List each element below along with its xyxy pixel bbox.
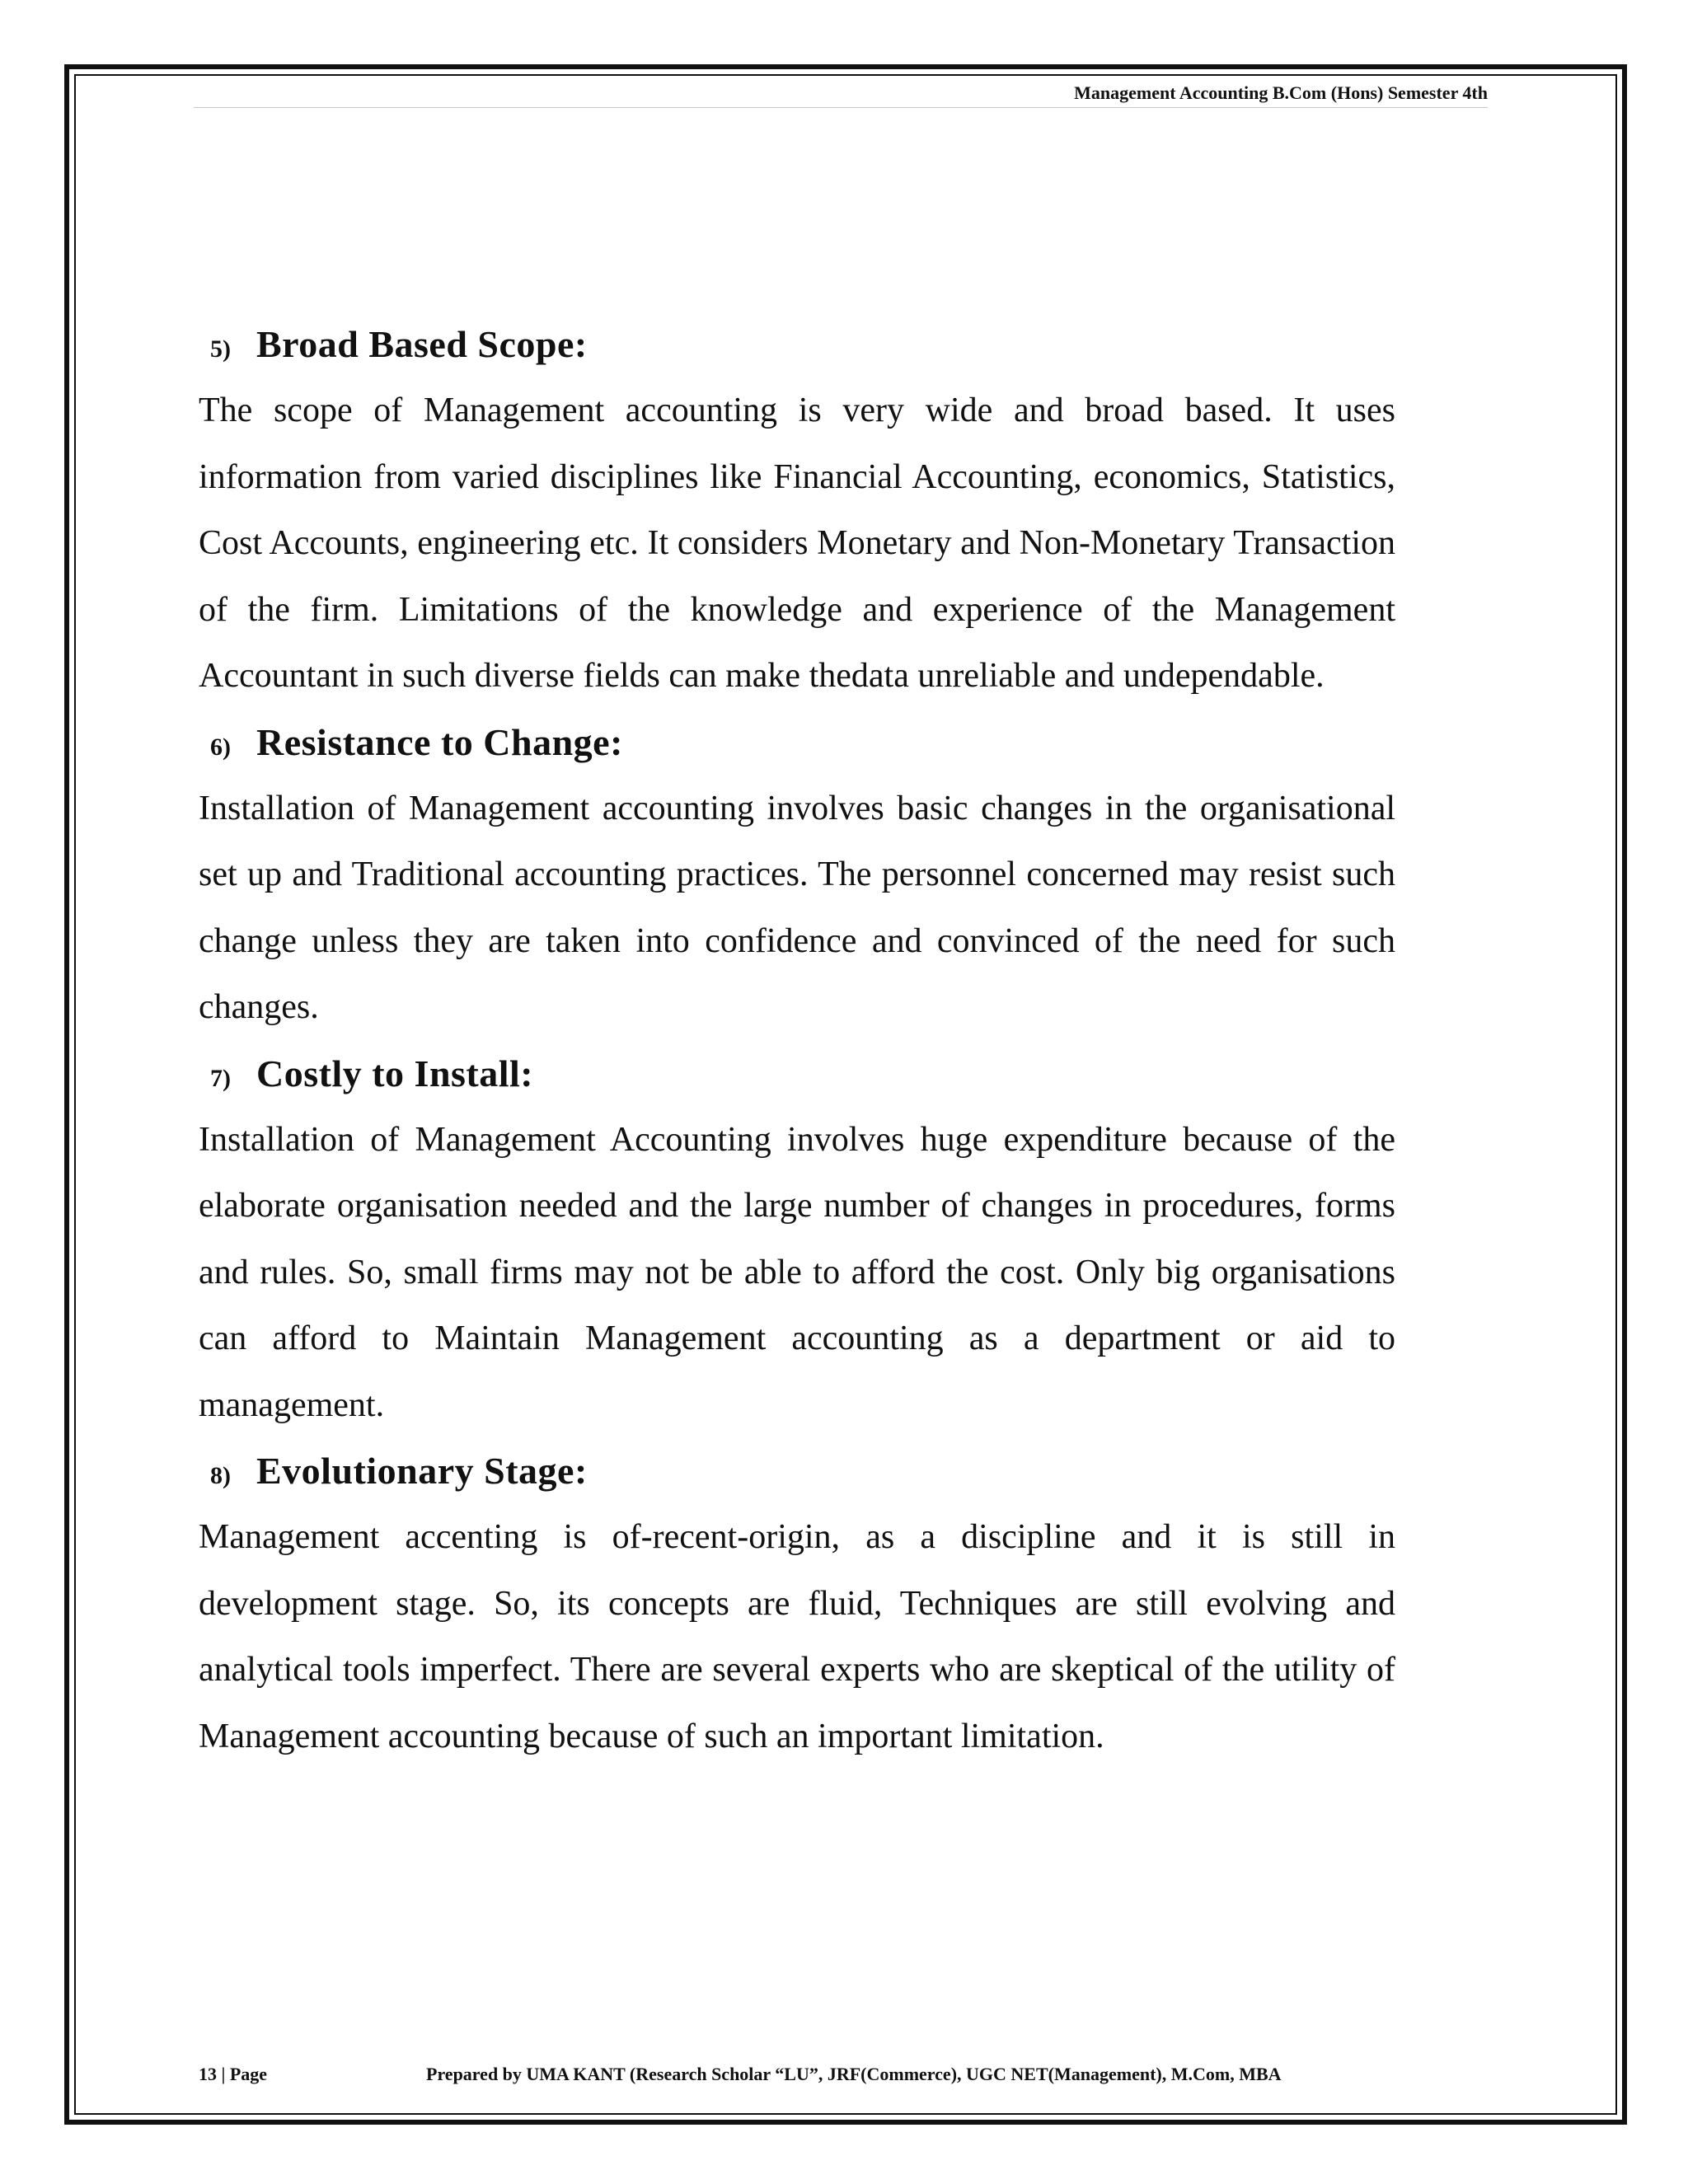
section-title: Costly to Install: [256, 1052, 534, 1094]
section-number: 5) [210, 335, 231, 363]
section-broad-based-scope [199, 312, 1395, 710]
section-title: Broad Based Scope: [256, 323, 588, 365]
section-paragraph: Installation of Management Accounting involves huge expenditure because of the elaborate organisation needed and the large number of changes in procedures, forms and rules. So, small firms may not be able to afford the cost. Only big organisations can afford to Maintain Management accounting as a department or aid to management. [199, 1120, 1395, 1424]
section-number: 7) [210, 1064, 231, 1092]
document-body [199, 312, 1395, 1769]
section-paragraph: Management accenting is of-recent-origin, as a discipline and it is still in development stage. So, its concepts are fluid, Techniques are still evolving and analytical tools imperfect. There are several experts who are skeptical of the utility of Management accounting because of such an important limitation. [199, 1518, 1395, 1755]
section-paragraph: Installation of Management accounting involves basic changes in the organisational set up and Traditional accounting practices. The personnel concerned may resist such change unless they are taken into confidence and convinced of the need for such changes. [199, 789, 1395, 1026]
section-costly-to-install [199, 1041, 1395, 1439]
page-header: Management Accounting B.Com (Hons) Semester 4th [194, 79, 1488, 108]
section-heading [199, 710, 1395, 776]
author-credit: Prepared by UMA KANT (Research Scholar “LU”, JRF(Commerce), UGC NET(Management), M.Com, MBA [426, 2064, 1282, 2084]
section-resistance-to-change [199, 710, 1395, 1041]
section-title: Resistance to Change: [256, 720, 623, 763]
section-title: Evolutionary Stage: [256, 1450, 588, 1492]
section-number: 6) [210, 733, 231, 761]
section-number: 8) [210, 1462, 231, 1489]
section-heading [199, 1041, 1395, 1107]
page-footer [199, 2062, 1493, 2087]
section-heading [199, 312, 1395, 377]
page-number: 13 | Page [199, 2064, 268, 2084]
section-paragraph: The scope of Management accounting is very wide and broad based. It uses information from varied disciplines like Financial Accounting, economics, Statistics, Cost Accounts, engineering etc. It considers Monetary and Non-Monetary Transaction of the firm. Limitations of the knowledge and experience of the Management Accountant in such diverse fields can make thedata unreliable and undependable. [199, 391, 1395, 695]
section-evolutionary-stage [199, 1438, 1395, 1769]
section-heading [199, 1438, 1395, 1504]
